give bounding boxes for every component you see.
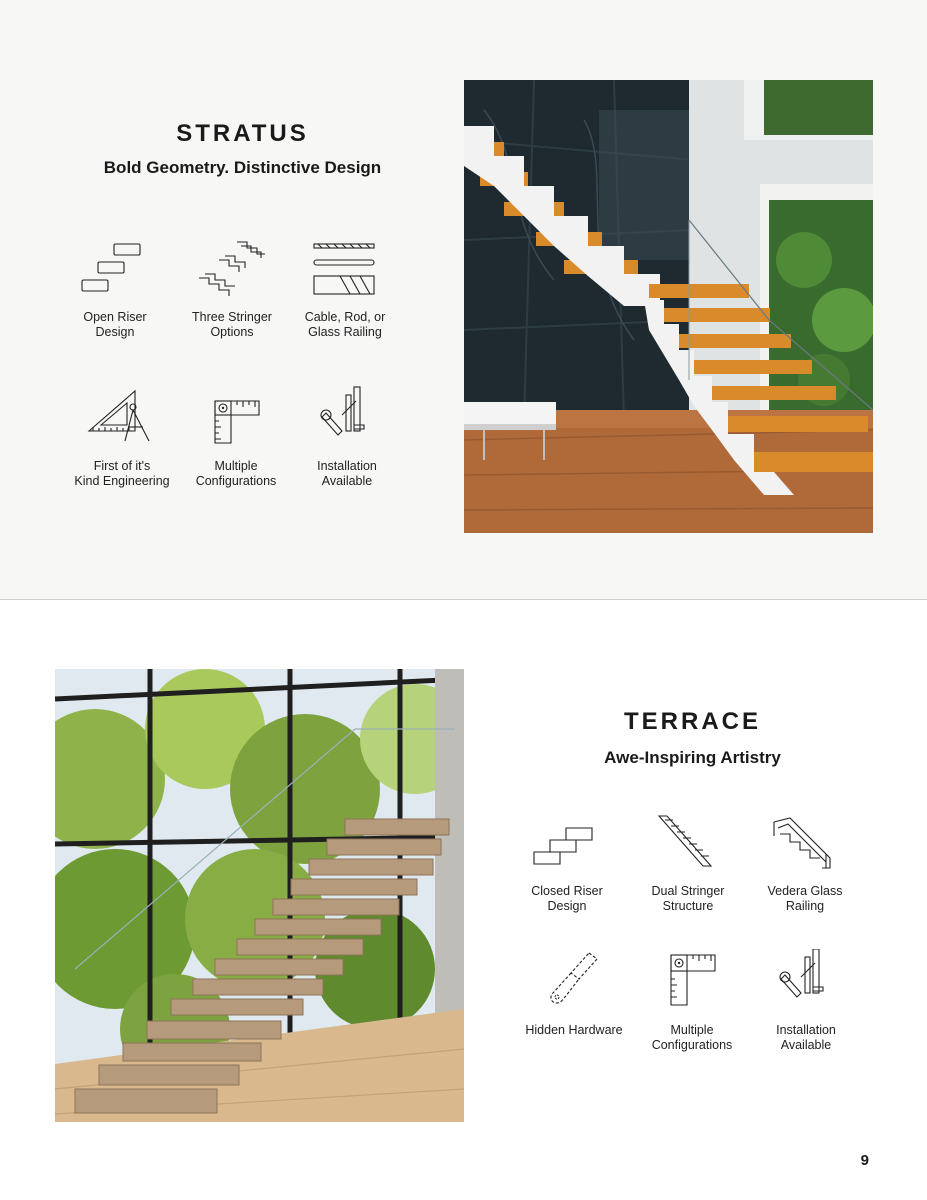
stratus-title: STRATUS — [176, 120, 309, 147]
dual-stringer-icon — [653, 814, 723, 870]
terrace-staircase-photo — [55, 669, 464, 1122]
feature-railing-options — [280, 240, 410, 340]
page-number: 9 — [860, 1152, 869, 1169]
configurations-square-icon — [201, 385, 271, 445]
feature-label: Multiple Configurations — [195, 459, 277, 488]
feature-label: Cable, Rod, or Glass Railing — [304, 310, 386, 339]
terrace-subtitle: Awe-Inspiring Artistry — [604, 748, 781, 767]
feature-three-stringer — [167, 240, 297, 340]
feature-installation — [282, 385, 412, 489]
feature-label: Three Stringer Options — [192, 310, 272, 339]
feature-label: Multiple Configurations — [651, 1023, 733, 1052]
feature-label: Dual Stringer Structure — [651, 884, 725, 913]
feature-installation — [741, 949, 871, 1053]
engineering-compass-icon — [87, 385, 157, 445]
stratus-staircase-photo — [464, 80, 873, 533]
closed-riser-icon — [532, 824, 602, 870]
feature-label: First of it's Kind Engineering — [74, 459, 170, 488]
feature-label: Hidden Hardware — [525, 1023, 623, 1037]
feature-dual-stringer — [623, 814, 753, 914]
feature-closed-riser — [502, 824, 632, 914]
open-riser-icon — [80, 240, 150, 296]
installation-tools-icon — [771, 949, 841, 1009]
hidden-hardware-icon — [539, 949, 609, 1009]
feature-glass-railing — [740, 814, 870, 914]
feature-engineering — [57, 385, 187, 489]
terrace-section — [0, 600, 927, 1200]
feature-configurations — [627, 949, 757, 1053]
feature-hidden-hardware — [509, 949, 639, 1038]
installation-tools-icon — [312, 385, 382, 445]
stratus-photo-illustration — [464, 80, 873, 533]
feature-label: Vedera Glass Railing — [767, 884, 843, 913]
feature-label: Closed Riser Design — [531, 884, 603, 913]
feature-open-riser — [50, 240, 180, 340]
stratus-subtitle: Bold Geometry. Distinctive Design — [103, 158, 382, 177]
feature-label: Installation Available — [317, 459, 377, 488]
feature-label: Open Riser Design — [83, 310, 147, 339]
terrace-photo-illustration — [55, 669, 464, 1122]
railing-options-icon — [310, 240, 380, 296]
configurations-square-icon — [657, 949, 727, 1009]
terrace-title: TERRACE — [623, 708, 761, 735]
glass-railing-icon — [770, 814, 840, 870]
three-stringer-icon — [197, 240, 267, 296]
feature-label: Installation Available — [776, 1023, 836, 1052]
